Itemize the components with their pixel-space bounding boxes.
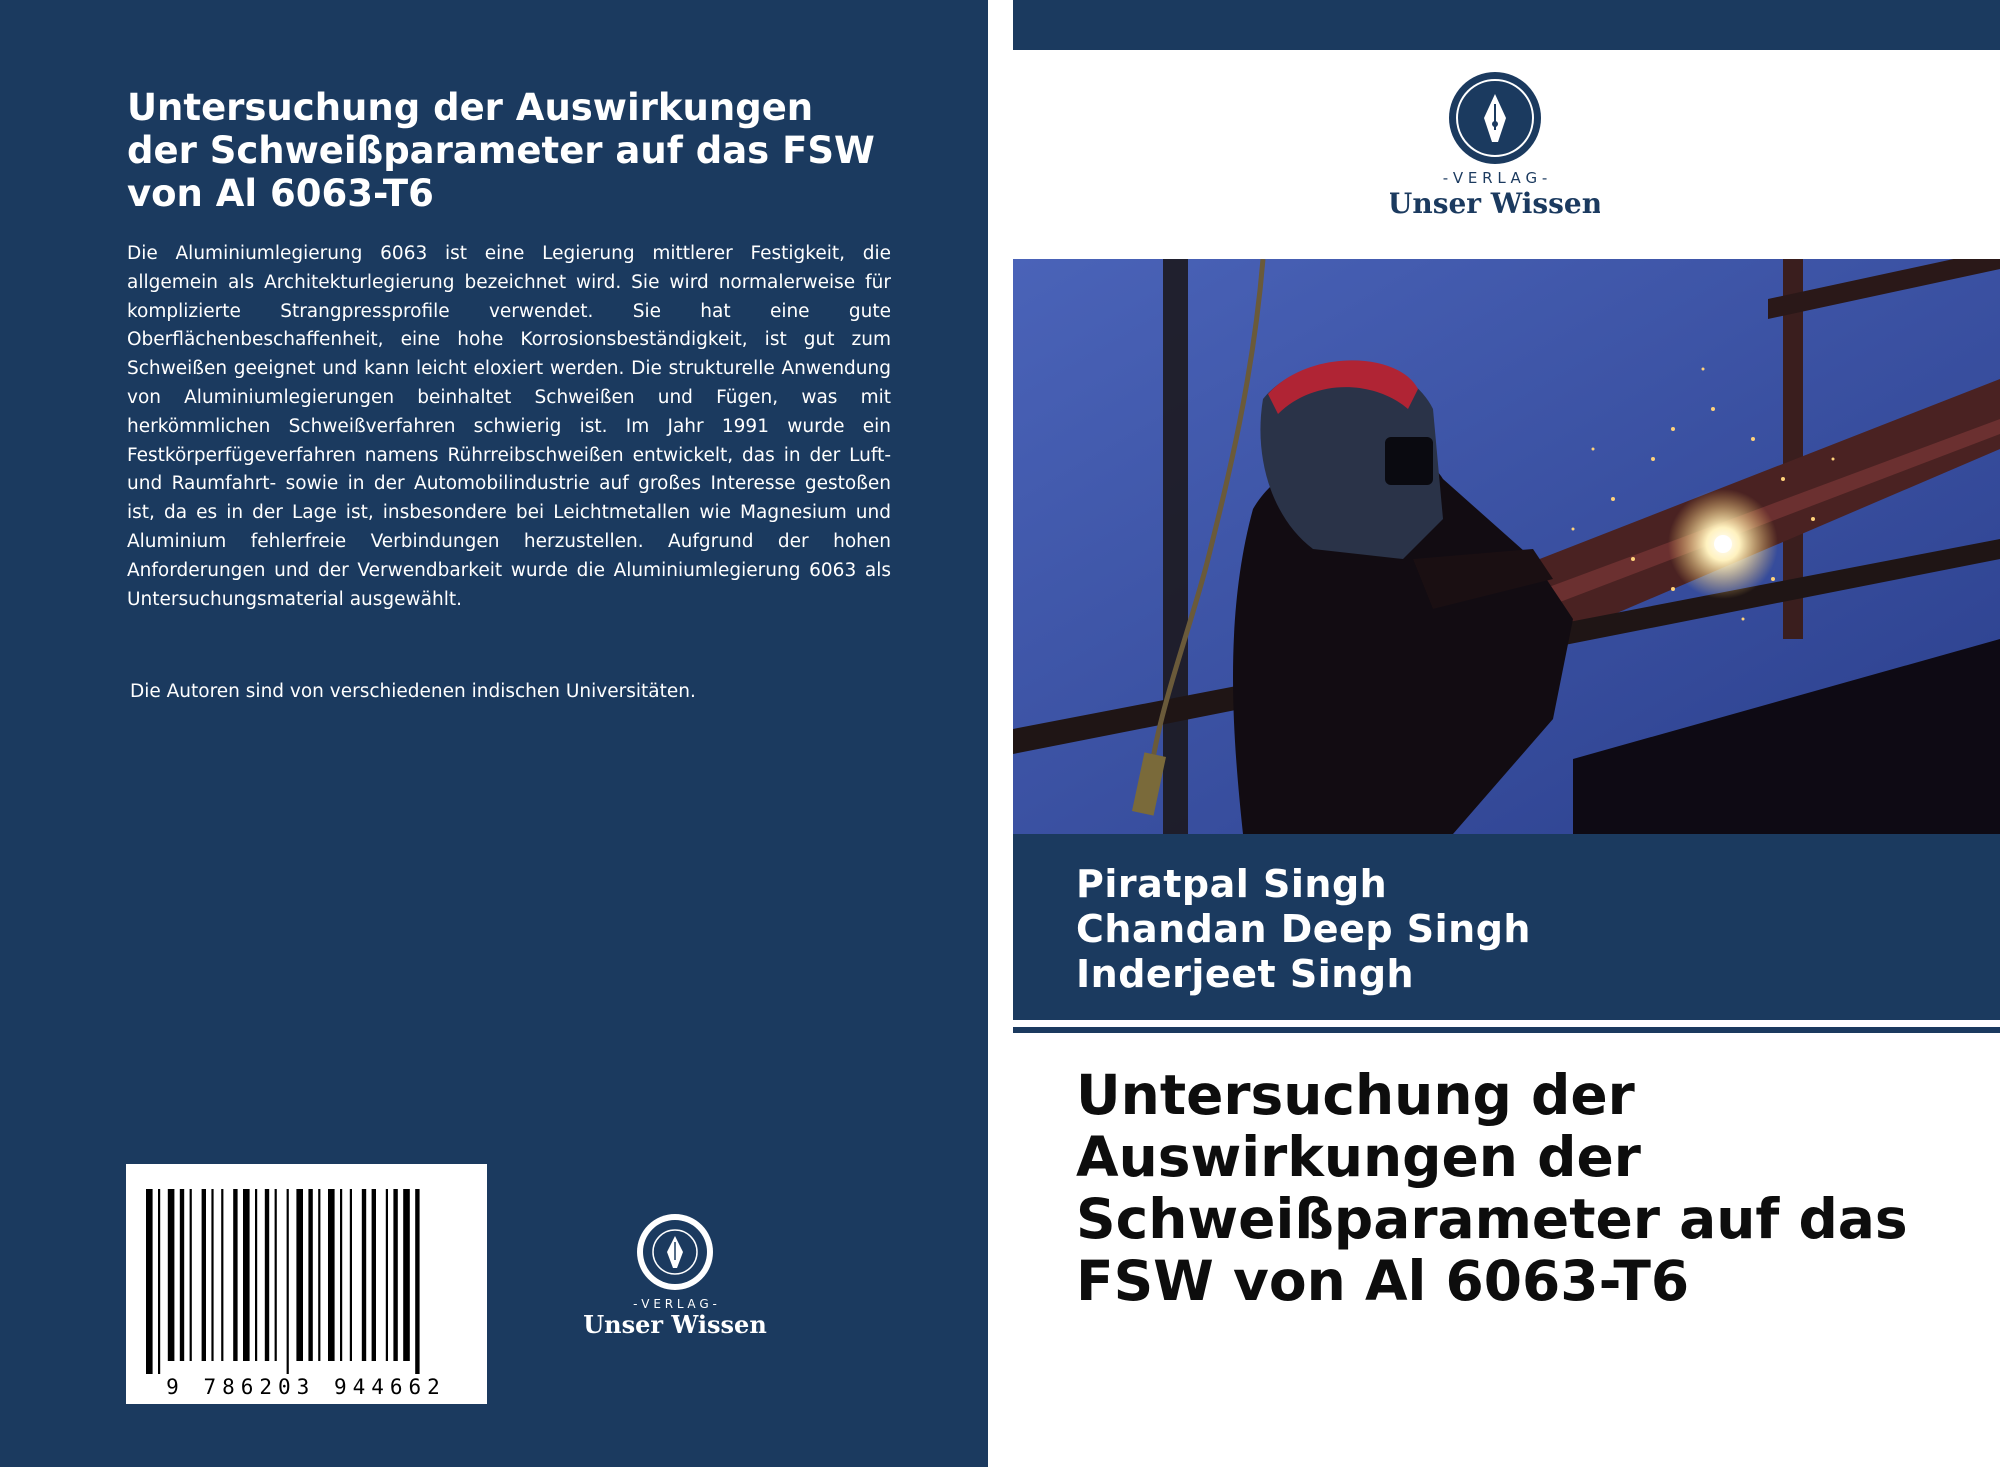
publisher-seal-icon xyxy=(575,1212,775,1342)
barcode-bar xyxy=(233,1189,237,1361)
barcode-bar xyxy=(386,1189,388,1361)
back-publisher-logo xyxy=(575,1212,775,1342)
barcode-bar xyxy=(415,1189,419,1374)
barcode-bar xyxy=(275,1189,277,1361)
barcode-bar xyxy=(362,1189,366,1361)
divider-rule xyxy=(1013,1027,2000,1033)
barcode-bar xyxy=(318,1189,320,1361)
barcode-bar xyxy=(202,1189,206,1361)
front-cover-title: Untersuchung der Auswirkungen der Schweißparameter auf das FSW von Al 6063-T6 xyxy=(1076,1063,1908,1313)
barcode-bar xyxy=(158,1189,160,1374)
barcode-bar xyxy=(265,1189,269,1361)
author-name: Inderjeet Singh xyxy=(1076,952,1415,996)
author-band xyxy=(1013,834,2000,1020)
barcode-graphic xyxy=(126,1164,487,1404)
publisher-name: Unser Wissen xyxy=(583,1310,767,1339)
front-top-bar xyxy=(1013,0,2000,50)
welder-photo xyxy=(1013,259,2000,834)
barcode-bar xyxy=(403,1189,410,1361)
author-name: Piratpal Singh xyxy=(1076,862,1388,906)
barcode-bar xyxy=(221,1189,223,1361)
barcode-bar xyxy=(243,1189,250,1361)
isbn-barcode xyxy=(126,1164,487,1404)
barcode-bar xyxy=(287,1189,289,1374)
verlag-label: - V E R L A G - xyxy=(1442,169,1548,187)
front-publisher-logo xyxy=(1390,72,1600,222)
barcode-bar xyxy=(146,1189,153,1374)
spine xyxy=(988,0,1013,1467)
barcode-bar xyxy=(308,1189,312,1361)
barcode-bar xyxy=(328,1189,335,1361)
welder-with-helmet-and-sparks-image xyxy=(1013,259,2000,834)
barcode-bar xyxy=(255,1189,257,1361)
publisher-seal-icon xyxy=(1390,72,1600,222)
verlag-label: - V E R L A G - xyxy=(633,1297,717,1311)
isbn-digits: 9 786203 944662 xyxy=(166,1375,446,1399)
back-cover-blurb: Die Aluminiumlegierung 6063 ist eine Legierung mittlerer Festigkeit, die allgemein als Architekturlegierung bezeichnet wird. Sie wird normalerweise für komplizierte Strangpressprofile verwendet. Sie hat eine gute Oberflächenbeschaffenheit, eine hohe Korrosionsbeständigkeit, ist gut zum Schweißen geeignet und kann leicht eloxiert werden. Die strukturelle Anwendung von Aluminiumlegierungen beinhaltet Schweißen und Fügen, was mit herkömmlichen Schweißverfahren schwierig ist. Im Jahr 1991 wurde ein Festkörperfügeverfahren namens Rührreibschweißen entwickelt, das in der Luft- und Raumfahrt- sowie in der Automobilindustrie auf großes Interesse gestoßen ist, da es in der Lage ist, insbesondere bei Leichtmetallen wie Magnesium und Aluminium fehlerfreie Verbindungen herzustellen. Aufgrund der hohen Anforderungen und der Verwendbarkeit wurde die Aluminiumlegierung 6063 als Untersuchungsmaterial ausgewählt. xyxy=(127,243,891,610)
barcode-bar xyxy=(372,1189,376,1361)
barcode-bar xyxy=(190,1189,192,1361)
barcode-bar xyxy=(296,1189,303,1361)
back-cover xyxy=(0,0,988,1467)
authors-note: Die Autoren sind von verschiedenen indischen Universitäten. xyxy=(130,681,696,702)
barcode-bar xyxy=(211,1189,213,1361)
author-name: Chandan Deep Singh xyxy=(1076,907,1531,951)
barcode-bar xyxy=(350,1189,352,1361)
back-cover-title: Untersuchung der Auswirkungen der Schweißparameter auf das FSW von Al 6063-T6 xyxy=(127,86,875,215)
barcode-bar xyxy=(168,1189,175,1361)
barcode-bar xyxy=(340,1189,342,1361)
publisher-name: Unser Wissen xyxy=(1390,187,1600,220)
barcode-bar xyxy=(393,1189,397,1361)
barcode-bar xyxy=(180,1189,184,1361)
